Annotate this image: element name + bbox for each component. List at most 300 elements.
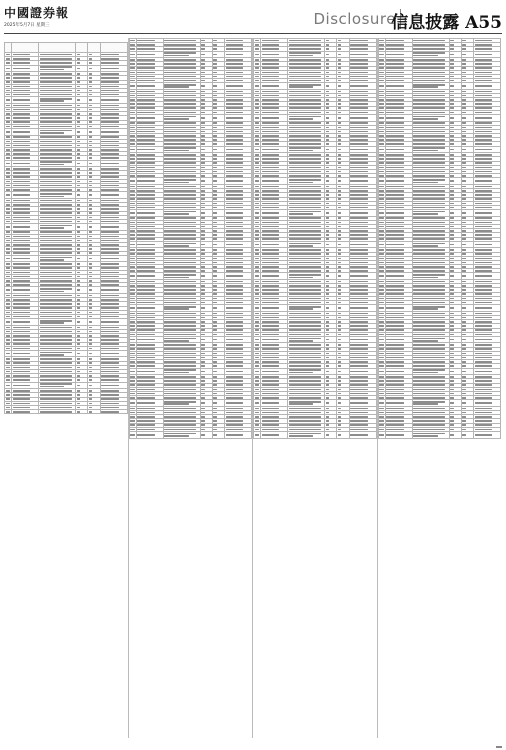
unreadable-text-placeholder [289, 162, 321, 164]
unreadable-text-placeholder [255, 238, 260, 240]
unreadable-text-placeholder [289, 127, 321, 129]
unreadable-text-placeholder [13, 62, 30, 64]
unreadable-text-placeholder [326, 44, 330, 46]
unreadable-text-placeholder [13, 113, 30, 115]
unreadable-text-placeholder [350, 238, 367, 240]
table-cell [288, 51, 325, 58]
unreadable-text-placeholder [413, 289, 445, 291]
unreadable-text-placeholder [450, 85, 454, 87]
unreadable-text-placeholder [413, 389, 445, 391]
unreadable-text-placeholder [13, 194, 30, 196]
table-cell [325, 51, 337, 58]
unreadable-text-placeholder [101, 208, 118, 210]
table-header-cell [76, 43, 88, 53]
unreadable-text-placeholder [77, 307, 81, 309]
unreadable-text-placeholder [101, 267, 118, 269]
unreadable-text-placeholder [262, 365, 279, 367]
unreadable-text-placeholder [413, 361, 445, 363]
unreadable-text-placeholder [101, 145, 118, 147]
unreadable-text-placeholder [40, 276, 72, 278]
unreadable-text-placeholder [6, 212, 11, 214]
table-row [254, 178, 377, 185]
unreadable-text-placeholder [326, 281, 330, 283]
unreadable-text-placeholder [6, 263, 11, 265]
unreadable-text-placeholder [130, 348, 135, 350]
unreadable-text-placeholder [226, 207, 243, 209]
unreadable-text-placeholder [262, 397, 279, 399]
unreadable-text-placeholder [226, 329, 243, 331]
unreadable-text-placeholder [89, 307, 93, 309]
unreadable-text-placeholder [350, 135, 367, 137]
unreadable-text-placeholder [326, 393, 330, 395]
unreadable-text-placeholder [130, 234, 135, 236]
table-cell [88, 192, 100, 199]
unreadable-text-placeholder [462, 131, 466, 133]
unreadable-text-placeholder [13, 226, 30, 228]
unreadable-text-placeholder [350, 72, 367, 74]
table-cell [76, 65, 88, 72]
table-cell [349, 336, 376, 343]
unreadable-text-placeholder [475, 412, 492, 414]
unreadable-text-placeholder [326, 186, 330, 188]
unreadable-text-placeholder [462, 80, 466, 82]
unreadable-text-placeholder [450, 171, 454, 173]
unreadable-text-placeholder [255, 80, 260, 82]
unreadable-text-placeholder [350, 285, 367, 287]
unreadable-text-placeholder [213, 317, 217, 319]
unreadable-text-placeholder [326, 429, 330, 431]
unreadable-text-placeholder [379, 54, 384, 56]
unreadable-text-placeholder [101, 244, 118, 246]
unreadable-text-placeholder [213, 302, 217, 304]
unreadable-text-placeholder [386, 180, 403, 182]
unreadable-text-placeholder [475, 63, 492, 65]
unreadable-text-placeholder [386, 85, 403, 87]
table-cell [163, 336, 200, 343]
unreadable-text-placeholder [130, 289, 135, 291]
unreadable-text-placeholder [326, 162, 330, 164]
unreadable-text-placeholder [13, 371, 30, 373]
table-cell [261, 241, 288, 248]
unreadable-text-placeholder [201, 217, 205, 219]
unreadable-text-placeholder [13, 240, 30, 242]
unreadable-text-placeholder [13, 289, 30, 291]
unreadable-text-placeholder [450, 127, 454, 129]
unreadable-text-placeholder [201, 384, 205, 386]
unreadable-text-placeholder [6, 126, 11, 128]
table-cell [461, 83, 473, 90]
unreadable-text-placeholder [89, 77, 93, 79]
unreadable-text-placeholder [413, 401, 445, 403]
unreadable-text-placeholder [450, 135, 454, 137]
table-cell [212, 241, 224, 248]
unreadable-text-placeholder [77, 176, 81, 178]
unreadable-text-placeholder [379, 95, 384, 97]
unreadable-text-placeholder [201, 103, 205, 105]
unreadable-text-placeholder [137, 167, 154, 169]
unreadable-text-placeholder [226, 258, 243, 260]
unreadable-text-placeholder [77, 335, 81, 337]
table-cell [337, 146, 349, 153]
unreadable-text-placeholder [475, 103, 492, 105]
unreadable-text-placeholder [326, 420, 330, 422]
table-cell [385, 305, 412, 312]
unreadable-text-placeholder [164, 162, 196, 164]
table-cell [385, 336, 412, 343]
unreadable-text-placeholder [262, 107, 279, 109]
table-cell [449, 51, 461, 58]
unreadable-text-placeholder [40, 181, 72, 183]
unreadable-text-placeholder [450, 203, 454, 205]
unreadable-text-placeholder [413, 179, 445, 181]
unreadable-text-placeholder [462, 122, 466, 124]
unreadable-text-placeholder [379, 194, 384, 196]
unreadable-text-placeholder [450, 384, 454, 386]
unreadable-text-placeholder [262, 334, 279, 336]
unreadable-text-placeholder [350, 131, 367, 133]
unreadable-text-placeholder [350, 412, 367, 414]
unreadable-text-placeholder [89, 339, 93, 341]
unreadable-text-placeholder [350, 389, 367, 391]
unreadable-text-placeholder [13, 362, 30, 364]
table-cell [136, 432, 163, 439]
table-cell [325, 400, 337, 407]
unreadable-text-placeholder [450, 293, 454, 295]
unreadable-text-placeholder [338, 244, 342, 246]
unreadable-text-placeholder [413, 274, 445, 276]
unreadable-text-placeholder [413, 340, 437, 342]
unreadable-text-placeholder [338, 412, 342, 414]
table-cell [76, 160, 88, 167]
unreadable-text-placeholder [6, 407, 11, 409]
unreadable-text-placeholder [289, 167, 321, 169]
unreadable-text-placeholder [262, 238, 279, 240]
unreadable-text-placeholder [379, 149, 384, 151]
unreadable-text-placeholder [326, 207, 330, 209]
unreadable-text-placeholder [213, 244, 217, 246]
unreadable-text-placeholder [40, 259, 64, 261]
unreadable-text-placeholder [289, 213, 313, 215]
unreadable-text-placeholder [164, 211, 196, 213]
unreadable-text-placeholder [201, 325, 205, 327]
unreadable-text-placeholder [226, 80, 243, 82]
table-cell [474, 368, 501, 375]
unreadable-text-placeholder [338, 402, 342, 404]
unreadable-text-placeholder [13, 81, 30, 83]
unreadable-text-placeholder [201, 143, 205, 145]
unreadable-text-placeholder [137, 143, 154, 145]
unreadable-text-placeholder [450, 139, 454, 141]
unreadable-text-placeholder [77, 212, 81, 214]
unreadable-text-placeholder [289, 122, 321, 124]
unreadable-text-placeholder [201, 127, 205, 129]
unreadable-text-placeholder [262, 85, 279, 87]
unreadable-text-placeholder [6, 194, 11, 196]
unreadable-text-placeholder [137, 393, 154, 395]
unreadable-text-placeholder [350, 348, 367, 350]
unreadable-text-placeholder [40, 62, 72, 64]
unreadable-text-placeholder [462, 334, 466, 336]
table-row [5, 287, 128, 294]
unreadable-text-placeholder [201, 107, 205, 109]
unreadable-text-placeholder [462, 313, 466, 315]
unreadable-text-placeholder [450, 131, 454, 133]
unreadable-text-placeholder [201, 361, 205, 363]
unreadable-text-placeholder [40, 327, 72, 329]
unreadable-text-placeholder [226, 40, 243, 42]
table-cell [39, 350, 76, 357]
unreadable-text-placeholder [475, 344, 492, 346]
table-cell [76, 319, 88, 326]
unreadable-text-placeholder [338, 72, 342, 74]
unreadable-text-placeholder [89, 331, 93, 333]
unreadable-text-placeholder [89, 362, 93, 364]
unreadable-text-placeholder [77, 272, 81, 274]
unreadable-text-placeholder [101, 117, 118, 119]
unreadable-text-placeholder [89, 367, 93, 369]
unreadable-text-placeholder [379, 412, 384, 414]
unreadable-text-placeholder [413, 348, 445, 350]
table-cell [39, 128, 76, 135]
table-cell [39, 319, 76, 326]
unreadable-text-placeholder [137, 334, 154, 336]
unreadable-text-placeholder [40, 58, 72, 60]
unreadable-text-placeholder [226, 408, 243, 410]
unreadable-text-placeholder [226, 95, 243, 97]
unreadable-text-placeholder [475, 402, 492, 404]
unreadable-text-placeholder [475, 135, 492, 137]
unreadable-text-placeholder [137, 325, 154, 327]
unreadable-text-placeholder [164, 135, 196, 137]
unreadable-text-placeholder [379, 325, 384, 327]
unreadable-text-placeholder [262, 48, 279, 50]
table-cell [100, 128, 127, 135]
table-cell [349, 83, 376, 90]
unreadable-text-placeholder [255, 270, 260, 272]
unreadable-text-placeholder [6, 385, 11, 387]
unreadable-text-placeholder [213, 344, 217, 346]
unreadable-text-placeholder [6, 113, 11, 115]
table-cell [412, 368, 449, 375]
unreadable-text-placeholder [262, 298, 279, 300]
table-cell [349, 178, 376, 185]
unreadable-text-placeholder [326, 40, 330, 42]
unreadable-text-placeholder [137, 420, 154, 422]
unreadable-text-placeholder [13, 54, 30, 56]
unreadable-text-placeholder [201, 371, 205, 373]
unreadable-text-placeholder [130, 281, 135, 283]
unreadable-text-placeholder [475, 361, 492, 363]
unreadable-text-placeholder [289, 55, 313, 57]
unreadable-text-placeholder [326, 285, 330, 287]
unreadable-text-placeholder [77, 353, 81, 355]
unreadable-text-placeholder [213, 222, 217, 224]
unreadable-text-placeholder [475, 95, 492, 97]
unreadable-text-placeholder [289, 348, 321, 350]
unreadable-text-placeholder [137, 289, 154, 291]
table-cell [100, 160, 127, 167]
unreadable-text-placeholder [475, 67, 492, 69]
unreadable-text-placeholder [226, 63, 243, 65]
unreadable-text-placeholder [462, 76, 466, 78]
table-cell [200, 83, 212, 90]
unreadable-text-placeholder [386, 298, 403, 300]
unreadable-text-placeholder [164, 372, 188, 374]
unreadable-text-placeholder [289, 344, 321, 346]
unreadable-text-placeholder [164, 245, 188, 247]
unreadable-text-placeholder [413, 353, 445, 355]
unreadable-text-placeholder [350, 353, 367, 355]
unreadable-text-placeholder [77, 194, 81, 196]
unreadable-text-placeholder [386, 402, 403, 404]
table-header-cell [12, 43, 39, 53]
unreadable-text-placeholder [101, 90, 118, 92]
unreadable-text-placeholder [450, 302, 454, 304]
unreadable-text-placeholder [40, 81, 72, 83]
unreadable-text-placeholder [350, 307, 367, 309]
unreadable-text-placeholder [475, 143, 492, 145]
unreadable-text-placeholder [338, 321, 342, 323]
unreadable-text-placeholder [326, 171, 330, 173]
unreadable-text-placeholder [350, 99, 367, 101]
unreadable-text-placeholder [326, 321, 330, 323]
unreadable-text-placeholder [338, 408, 342, 410]
unreadable-text-placeholder [326, 103, 330, 105]
unreadable-text-placeholder [289, 353, 321, 355]
unreadable-text-placeholder [289, 131, 321, 133]
table-cell [378, 178, 385, 185]
unreadable-text-placeholder [338, 122, 342, 124]
unreadable-text-placeholder [450, 365, 454, 367]
unreadable-text-placeholder [130, 162, 135, 164]
table-cell [39, 255, 76, 262]
unreadable-text-placeholder [130, 353, 135, 355]
unreadable-text-placeholder [130, 302, 135, 304]
unreadable-text-placeholder [164, 127, 196, 129]
table-cell [136, 146, 163, 153]
table-row [378, 432, 501, 439]
unreadable-text-placeholder [338, 420, 342, 422]
unreadable-text-placeholder [137, 91, 154, 93]
unreadable-text-placeholder [40, 267, 72, 269]
table-cell [39, 382, 76, 389]
unreadable-text-placeholder [226, 131, 243, 133]
masthead [0, 0, 506, 36]
unreadable-text-placeholder [338, 63, 342, 65]
unreadable-text-placeholder [475, 321, 492, 323]
unreadable-text-placeholder [226, 143, 243, 145]
unreadable-text-placeholder [201, 122, 205, 124]
unreadable-text-placeholder [77, 398, 81, 400]
unreadable-text-placeholder [213, 416, 217, 418]
table-cell [100, 224, 127, 231]
unreadable-text-placeholder [350, 258, 367, 260]
unreadable-text-placeholder [262, 103, 279, 105]
unreadable-text-placeholder [40, 411, 72, 413]
unreadable-text-placeholder [89, 185, 93, 187]
unreadable-text-placeholder [475, 230, 492, 232]
unreadable-text-placeholder [338, 365, 342, 367]
unreadable-text-placeholder [164, 122, 196, 124]
unreadable-text-placeholder [226, 266, 243, 268]
unreadable-text-placeholder [413, 293, 445, 295]
unreadable-text-placeholder [450, 149, 454, 151]
unreadable-text-placeholder [255, 112, 260, 114]
unreadable-text-placeholder [164, 340, 188, 342]
unreadable-text-placeholder [226, 416, 243, 418]
table-cell [288, 336, 325, 343]
unreadable-text-placeholder [40, 204, 72, 206]
unreadable-text-placeholder [130, 117, 135, 119]
unreadable-text-placeholder [213, 380, 217, 382]
unreadable-text-placeholder [40, 94, 72, 96]
unreadable-text-placeholder [164, 63, 196, 65]
unreadable-text-placeholder [226, 307, 243, 309]
unreadable-text-placeholder [289, 182, 313, 184]
table-cell [378, 146, 385, 153]
unreadable-text-placeholder [326, 402, 330, 404]
unreadable-text-placeholder [350, 143, 367, 145]
unreadable-text-placeholder [450, 48, 454, 50]
unreadable-text-placeholder [386, 238, 403, 240]
unreadable-text-placeholder [137, 253, 154, 255]
unreadable-text-placeholder [338, 67, 342, 69]
unreadable-text-placeholder [226, 244, 243, 246]
unreadable-text-placeholder [462, 67, 466, 69]
unreadable-text-placeholder [130, 344, 135, 346]
unreadable-text-placeholder [130, 217, 135, 219]
unreadable-text-placeholder [213, 117, 217, 119]
unreadable-text-placeholder [450, 361, 454, 363]
unreadable-text-placeholder [450, 99, 454, 101]
unreadable-text-placeholder [40, 371, 72, 373]
unreadable-text-placeholder [475, 313, 492, 315]
unreadable-text-placeholder [255, 302, 260, 304]
unreadable-text-placeholder [130, 54, 135, 56]
unreadable-text-placeholder [350, 149, 367, 151]
unreadable-text-placeholder [164, 348, 196, 350]
unreadable-text-placeholder [77, 321, 81, 323]
unreadable-text-placeholder [338, 302, 342, 304]
unreadable-text-placeholder [77, 149, 81, 151]
unreadable-text-placeholder [475, 234, 492, 236]
unreadable-text-placeholder [213, 258, 217, 260]
unreadable-text-placeholder [201, 321, 205, 323]
table-cell [88, 410, 100, 414]
unreadable-text-placeholder [6, 240, 11, 242]
unreadable-text-placeholder [462, 281, 466, 283]
unreadable-text-placeholder [255, 339, 260, 341]
unreadable-text-placeholder [130, 154, 135, 156]
unreadable-text-placeholder [130, 48, 135, 50]
unreadable-text-placeholder [289, 408, 321, 410]
unreadable-text-placeholder [130, 434, 135, 436]
unreadable-text-placeholder [40, 172, 72, 174]
unreadable-text-placeholder [255, 158, 260, 160]
unreadable-text-placeholder [137, 212, 154, 214]
unreadable-text-placeholder [164, 72, 196, 74]
table-cell [39, 287, 76, 294]
unreadable-text-placeholder [450, 325, 454, 327]
table-cell [254, 241, 261, 248]
unreadable-text-placeholder [289, 95, 321, 97]
unreadable-text-placeholder [137, 258, 154, 260]
unreadable-text-placeholder [289, 429, 321, 431]
unreadable-text-placeholder [13, 276, 30, 278]
unreadable-text-placeholder [6, 168, 11, 170]
table-cell [474, 210, 501, 217]
unreadable-text-placeholder [77, 157, 81, 159]
